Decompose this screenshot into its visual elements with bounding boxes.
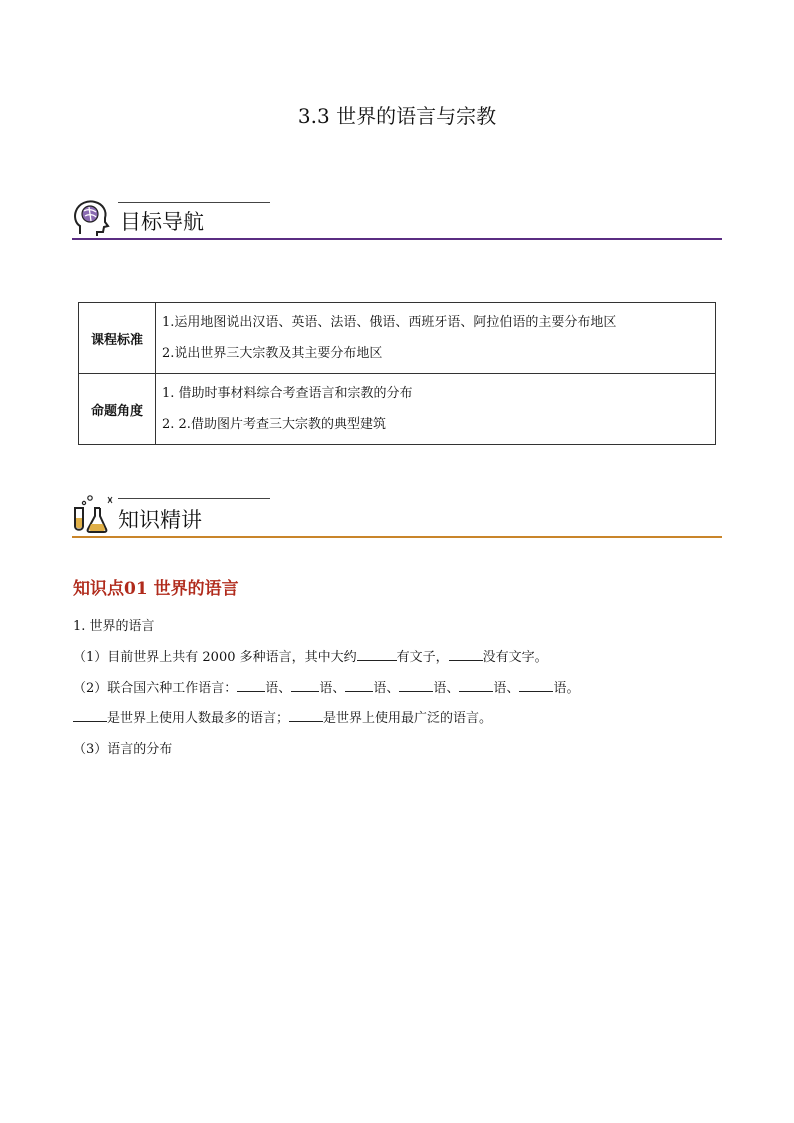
item-heading: 1. 世界的语言 (73, 619, 155, 634)
knowledge-point-title: 知识点01 世界的语言 (73, 579, 239, 599)
fill-blank[interactable] (399, 679, 433, 692)
question-4: （3）语言的分布 (73, 742, 173, 757)
fill-blank[interactable] (73, 709, 107, 722)
row-line: 2.说出世界三大宗教及其主要分布地区 (162, 345, 383, 361)
table-row (79, 374, 716, 445)
question-text: （1）目前世界上共有 2000 多种语言，其中大约 (73, 650, 357, 665)
separator: 。 (566, 681, 580, 696)
question-1 (73, 648, 548, 668)
fill-blank[interactable] (289, 709, 323, 722)
fill-blank[interactable] (357, 648, 397, 661)
question-text: 语 (553, 681, 567, 696)
lab-flask-icon (72, 494, 114, 534)
question-text: 语 (265, 681, 279, 696)
separator: 、 (506, 681, 520, 696)
fill-blank[interactable] (237, 679, 265, 692)
page-title: 3.3 世界的语言与宗教 (297, 104, 497, 128)
fill-blank[interactable] (291, 679, 319, 692)
section-header-goal-nav (72, 196, 722, 242)
section-rule (72, 238, 722, 240)
question-3 (73, 709, 492, 729)
brain-head-icon (72, 198, 110, 238)
fill-blank[interactable] (459, 679, 493, 692)
fill-blank[interactable] (449, 648, 483, 661)
separator: 、 (386, 681, 400, 696)
row-header: 课程标准 (79, 303, 156, 374)
question-2 (73, 679, 579, 699)
row-line: 2. 2.借助图片考查三大宗教的典型建筑 (162, 416, 386, 432)
question-text: 语 (493, 681, 507, 696)
section-title: 知识精讲 (118, 508, 202, 532)
section-title: 目标导航 (120, 210, 204, 234)
section-rule (72, 536, 722, 538)
question-text: 语 (319, 681, 333, 696)
question-text: （2）联合国六种工作语言： (73, 681, 238, 696)
row-line: 1.运用地图说出汉语、英语、法语、俄语、西班牙语、阿拉伯语的主要分布地区 (162, 314, 617, 330)
row-line: 1. 借助时事材料综合考查语言和宗教的分布 (162, 385, 413, 401)
question-text: 语 (373, 681, 387, 696)
course-standards-table (78, 302, 716, 445)
separator: 、 (446, 681, 460, 696)
fill-blank[interactable] (345, 679, 373, 692)
row-header: 命题角度 (79, 374, 156, 445)
question-text: 语 (433, 681, 447, 696)
table-row (79, 303, 716, 374)
question-text: 没有文字。 (482, 650, 548, 665)
separator: 、 (332, 681, 346, 696)
question-text: 是世界上使用人数最多的语言； (107, 711, 290, 726)
question-text: 是世界上使用最广泛的语言。 (323, 711, 493, 726)
row-content (156, 374, 716, 445)
row-content (156, 303, 716, 374)
separator: 、 (278, 681, 292, 696)
fill-blank[interactable] (519, 679, 553, 692)
section-header-knowledge (72, 494, 722, 540)
question-text: 有文子， (396, 650, 449, 665)
